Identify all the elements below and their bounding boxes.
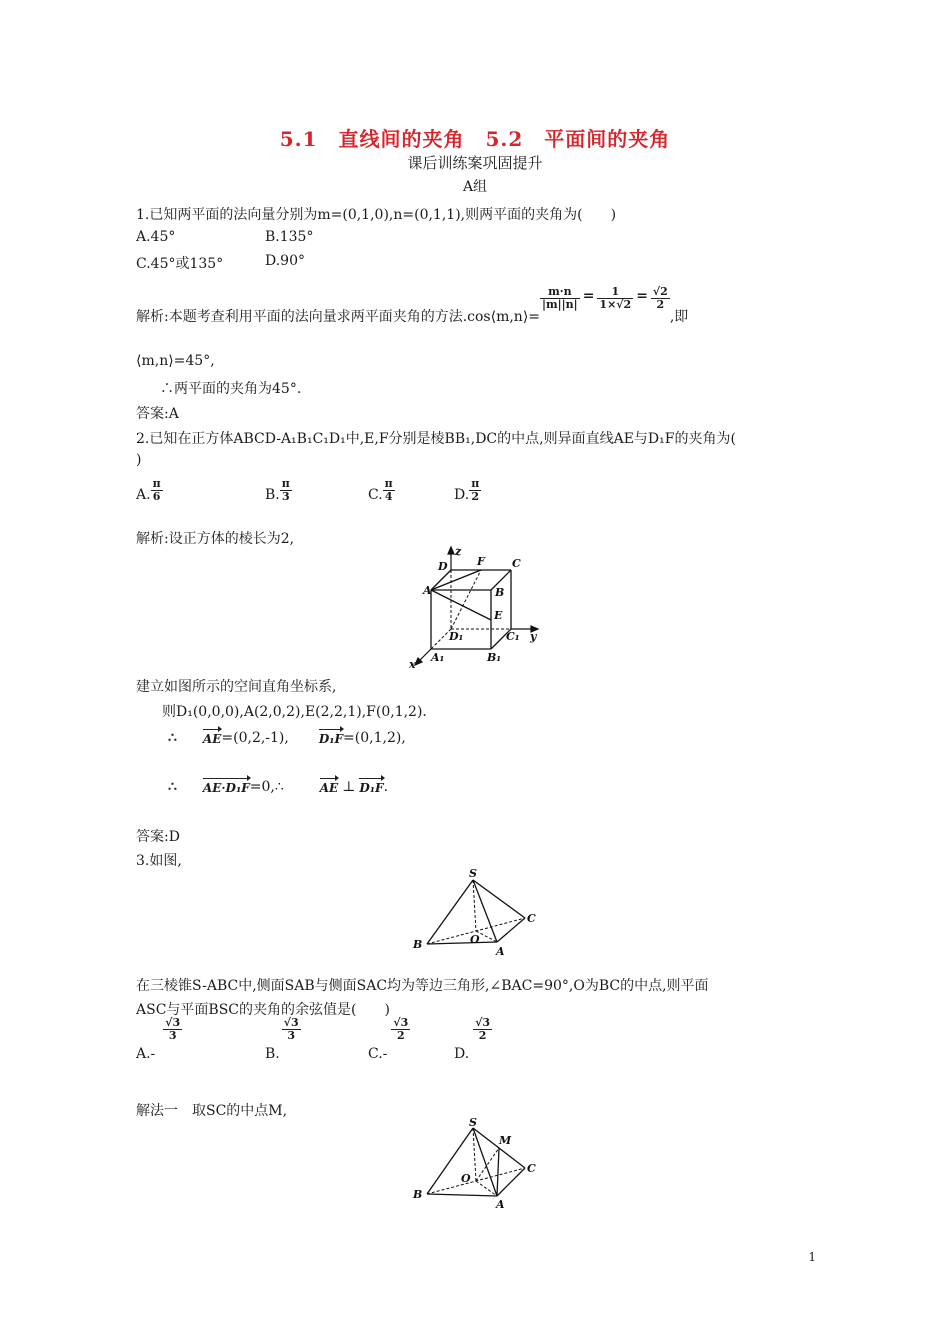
point-label-d1: D₁: [449, 630, 464, 643]
q2-option-c: C. $\frac{\pi}{4}$: [368, 477, 393, 503]
q3-stem: 3.如图,: [136, 853, 182, 869]
q1-stem: 1.已知两平面的法向量分别为m=(0,1,0),n=(0,1,1),则两平面的夹角为( ): [136, 207, 617, 223]
p2-label-c: C: [527, 1162, 536, 1175]
vector-d1f: D₁F: [319, 728, 343, 746]
vector-ae-perp: AE: [320, 777, 338, 795]
page-title: 5.1 直线间的夹角 5.2 平面间的夹角: [279, 127, 671, 151]
p2-label-a: A: [496, 1198, 505, 1210]
axis-label-y: y: [530, 630, 537, 643]
q2-option-d: D. $\frac{\pi}{2}$: [454, 477, 480, 503]
point-label-b1: B₁: [487, 651, 502, 664]
point-label-b: B: [495, 586, 505, 599]
page-number: 1: [808, 1250, 816, 1264]
pyramid-figure-midpoint: [405, 1116, 545, 1210]
point-label-e: E: [494, 609, 503, 622]
point-label-f: F: [477, 555, 485, 568]
q2-points: 则D₁(0,0,0),A(2,0,2),E(2,2,1),F(0,1,2).: [162, 704, 427, 720]
q2-answer: 答案:D: [136, 829, 180, 845]
q2-stem: 2.已知在正方体ABCD-A₁B₁C₁D₁中,E,F分别是棱BB₁,DC的中点,则异面直线AE与D₁F的夹角为(: [136, 431, 736, 447]
q1-answer: 答案:A: [136, 406, 179, 422]
point-label-a1: A₁: [431, 651, 445, 664]
cube-figure: [405, 543, 550, 671]
q3-option-c: C.- $\frac{√3}{2}$: [368, 1016, 409, 1062]
vector-dot-product: AE·D₁F: [203, 777, 250, 795]
q3-method-1: 解法一 取SC的中点M,: [136, 1103, 288, 1119]
q1-analysis-suffix: ,即: [669, 309, 689, 325]
q3-body-1: 在三棱锥S-ABC中,侧面SAB与侧面SAC均为等边三角形,∠BAC=90°,O为BC的中点,则平面: [136, 978, 709, 994]
q2-stem-end: ): [136, 452, 142, 468]
q1-fraction-dot: $\frac{m\cdot n}{|m||n|}$: [542, 285, 578, 311]
q3-option-b: B. $\frac{√3}{3}$: [265, 1016, 299, 1062]
q2-coordinate-setup: 建立如图所示的空间直角坐标系,: [136, 679, 337, 695]
p1-label-a: A: [496, 945, 505, 958]
q3-option-d: D. $\frac{√3}{2}$: [454, 1016, 491, 1062]
q2-option-b: B. $\frac{\pi}{3}$: [265, 477, 290, 503]
p1-label-b: B: [413, 938, 423, 951]
axis-label-x: x: [409, 658, 416, 671]
q1-option-d: D.90°: [265, 253, 305, 269]
q1-analysis: 解析:本题考查利用平面的法向量求两平面夹角的方法.cos⟨m,n⟩= $\frac{m\cdot n}{|m||n|}$ = $\frac{1}{1\times√2}$ = $\frac{√2}{2}$ ,即: [136, 285, 689, 325]
q2-analysis: 解析:设正方体的棱长为2,: [136, 531, 295, 547]
axis-label-z: z: [455, 545, 462, 558]
point-label-c: C: [512, 557, 521, 570]
page-subtitle: 课后训练案巩固提升: [407, 154, 543, 172]
vector-d1f-perp: D₁F: [359, 777, 383, 795]
p2-label-b: B: [413, 1188, 423, 1201]
p1-label-s: S: [469, 867, 477, 880]
q3-option-a: A.- $\frac{√3}{3}$: [136, 1016, 181, 1062]
q1-fraction-root: $\frac{√2}{2}$: [652, 285, 668, 311]
q2-vectors-line: ∴ AE =(0,2,-1), D₁F =(0,1,2),: [168, 730, 406, 746]
q1-fraction-one: $\frac{1}{1\times√2}$: [599, 285, 632, 311]
q2-option-a: A. $\frac{\pi}{6}$: [136, 477, 161, 503]
p1-label-o: O: [470, 933, 480, 946]
p1-label-c: C: [527, 912, 536, 925]
group-heading: A组: [462, 179, 488, 195]
p2-label-o: O: [461, 1172, 471, 1185]
q2-dot-product-line: ∴ AE·D₁F =0,∴ AE ⊥ D₁F .: [168, 779, 389, 795]
q1-option-c: C.45°或135°: [136, 256, 224, 272]
vector-ae: AE: [203, 728, 221, 746]
point-label-a: A: [423, 584, 432, 597]
q1-conclusion: ∴两平面的夹角为45°.: [160, 381, 302, 397]
q1-option-b: B.135°: [265, 229, 314, 245]
p2-label-m: M: [499, 1134, 512, 1147]
q1-option-a: A.45°: [136, 229, 176, 245]
point-label-d: D: [438, 560, 448, 573]
q3-body-2: ASC与平面BSC的夹角的余弦值是( ): [136, 1002, 390, 1018]
p2-label-s: S: [469, 1116, 477, 1129]
q1-angle-line: ⟨m,n⟩=45°,: [136, 353, 215, 369]
point-label-c1: C₁: [506, 630, 520, 643]
q1-analysis-prefix: 解析:本题考查利用平面的法向量求两平面夹角的方法.cos⟨m,n⟩=: [136, 309, 541, 325]
pyramid-figure: [405, 866, 545, 958]
